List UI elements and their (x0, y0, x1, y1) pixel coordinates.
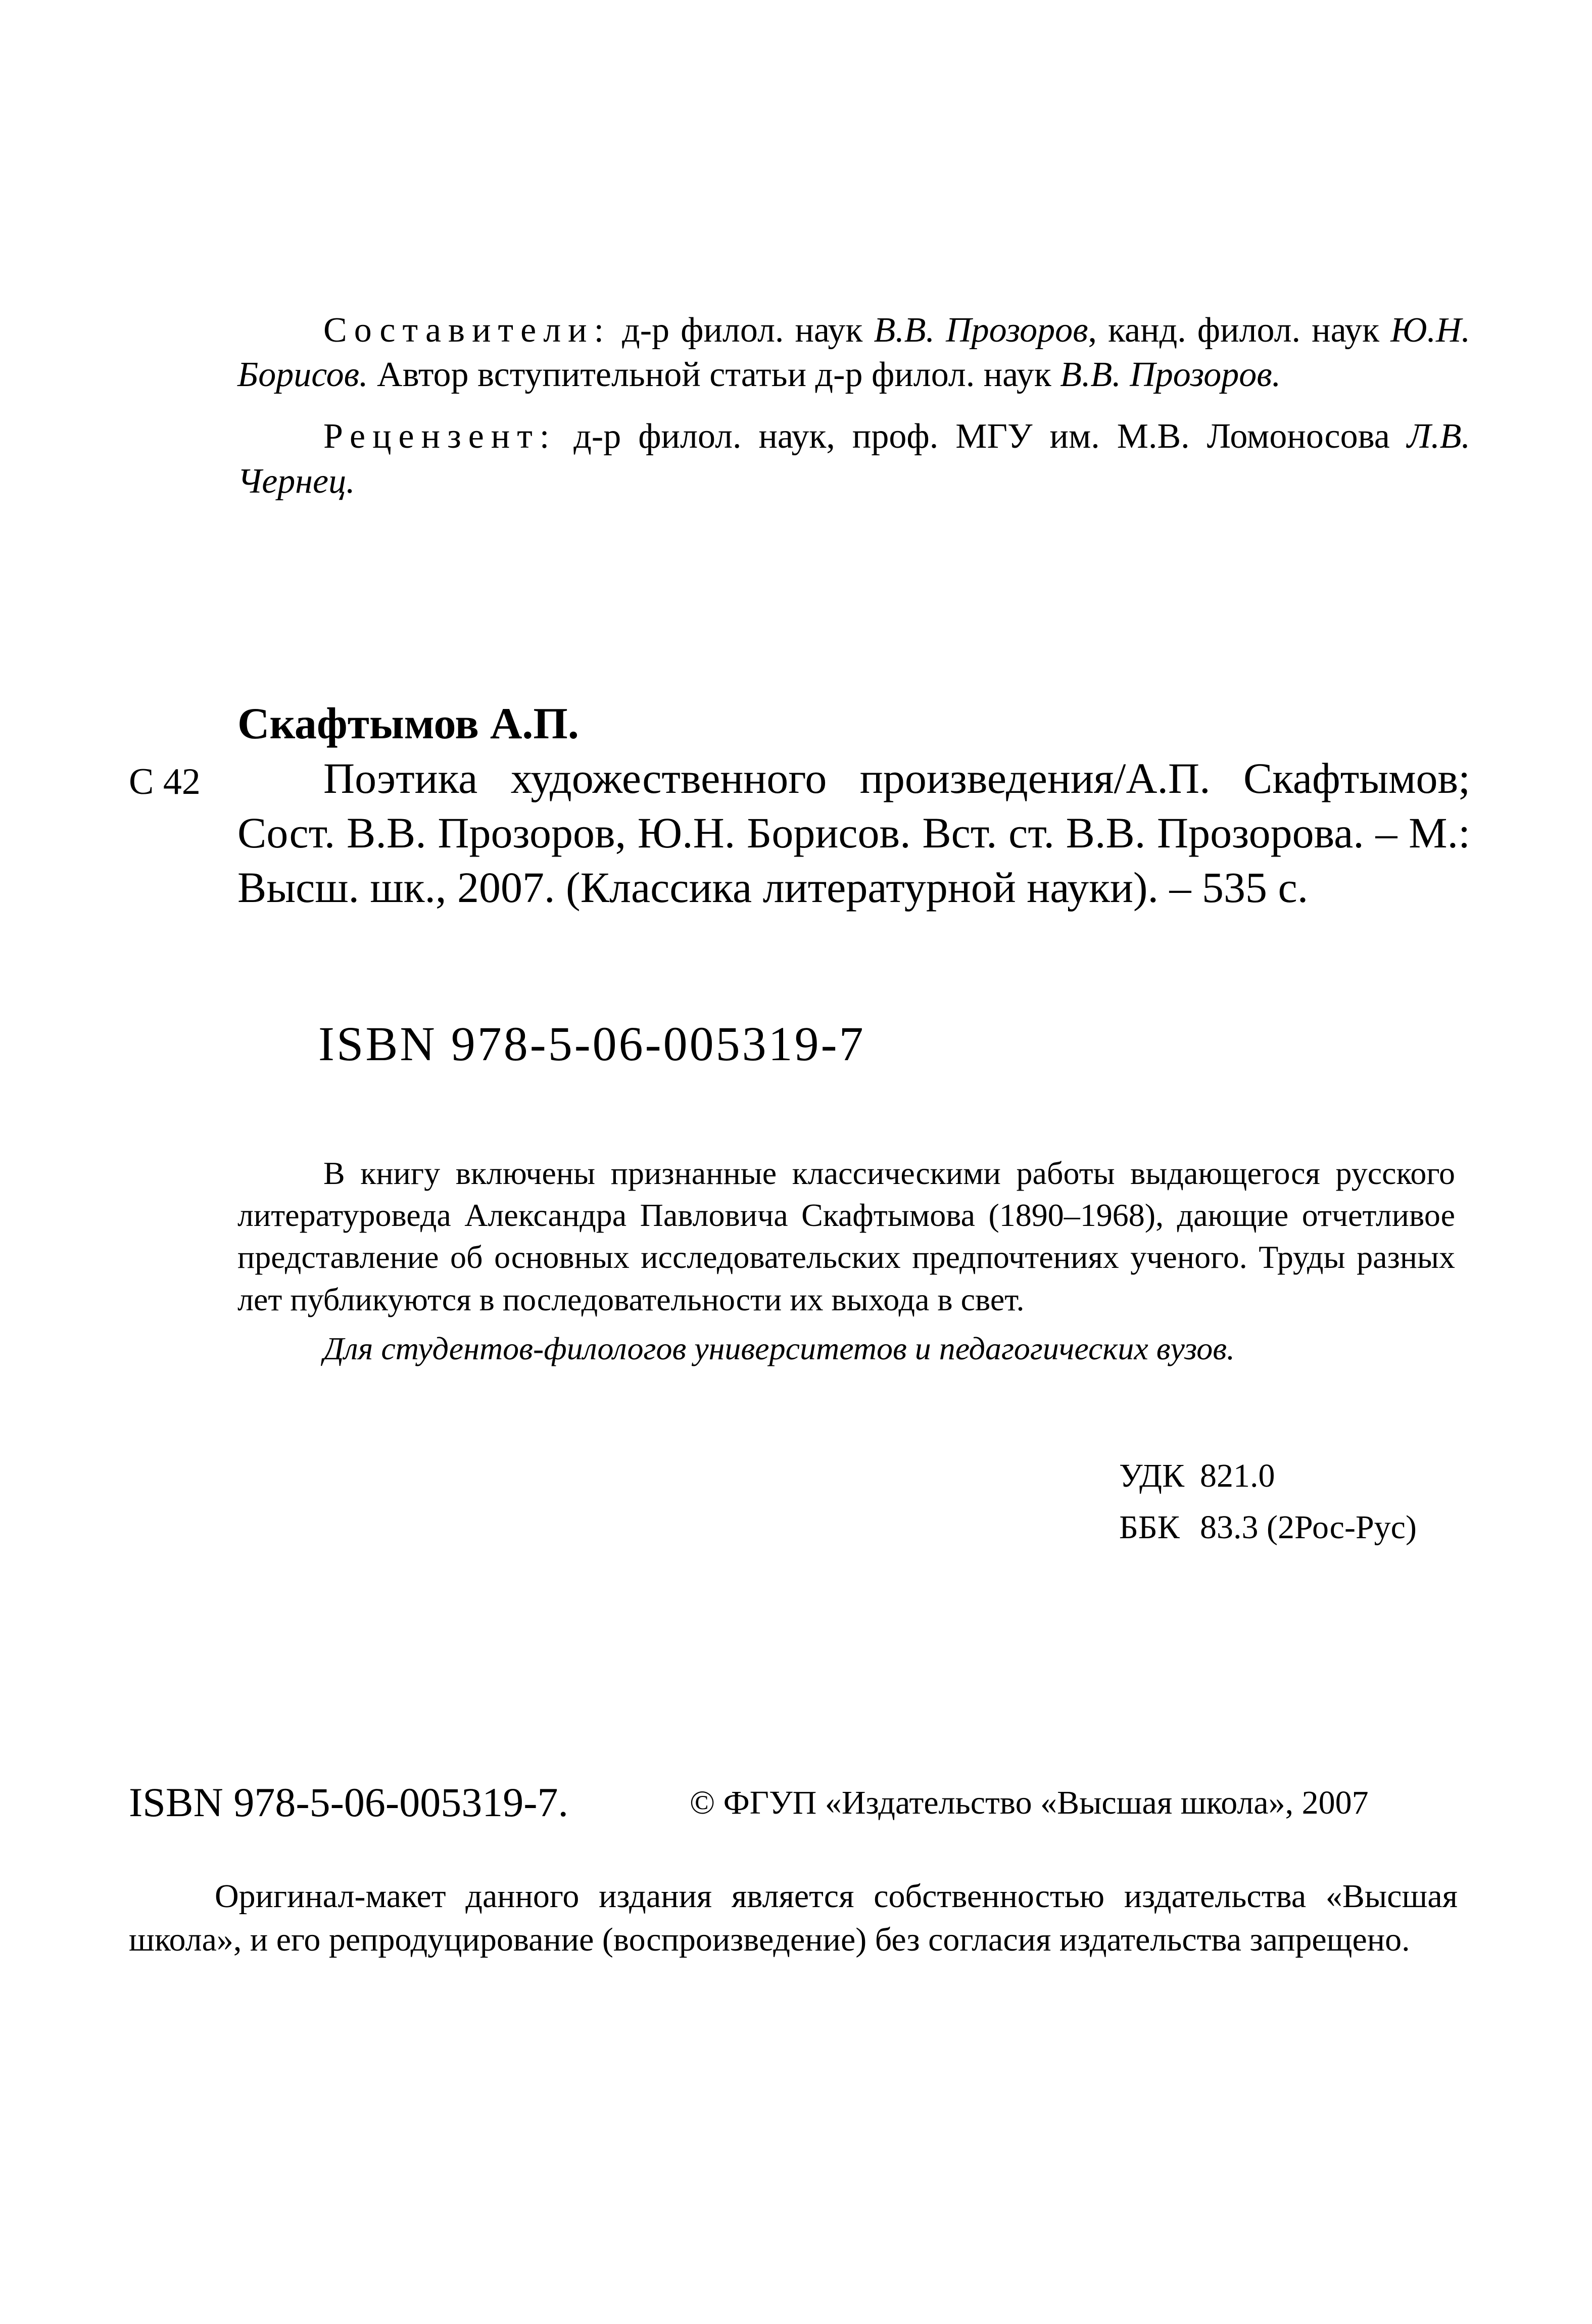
reviewer-label: Рецензент: (323, 417, 557, 456)
compilers-text-3: Автор вступительной статьи д-р филол. наук (368, 355, 1060, 395)
audience-note: Для студентов-филологов университетов и педагогических вузов. (323, 1330, 1235, 1366)
classification-codes (1119, 1450, 1417, 1554)
rights-text: Оригинал-макет данного издания является собственностью издательства «Высшая школа», и его репродуцирование (воспроизведение) без согласия издательства запрещено. (129, 1878, 1458, 1958)
udk-label: УДК (1119, 1457, 1185, 1494)
compilers-text-1: д-р филол. наук (611, 311, 874, 350)
bibliographic-description: Поэтика художественного произведения/А.П. Скафтымов; Сост. В.В. Прозоров, Ю.Н. Борисов. Вст. ст. В.В. Прозорова. – М.: Высш. шк., 2007. (Классика литературной науки). – 535 с. (237, 753, 1470, 912)
annotation-block (237, 1152, 1455, 1369)
annotation-text: В книгу включены признанные классическими работы выдающегося русского литературоведа Александра Павловича Скафтымова (1890–1968), дающие отчетливое представление об основных исследовательских предпочтениях ученого. Труды разных лет публикуются в последовательности их выхода в свет. (237, 1155, 1455, 1317)
compilers-paragraph (237, 308, 1470, 397)
udk-value: 821.0 (1200, 1457, 1275, 1494)
rights-notice (129, 1875, 1458, 1962)
compilers-label: Составители: (323, 311, 611, 350)
compilers-text-2: , канд. филол. наук (1088, 311, 1391, 350)
reviewer-text: д-р филол. наук, проф. МГУ им. М.В. Ломоносова (556, 417, 1407, 456)
author-heading: Скафтымов А.П. (237, 699, 579, 748)
reviewer-paragraph (237, 414, 1470, 503)
bbk-row (1119, 1502, 1417, 1553)
copyright-notice: © ФГУП «Издательство «Высшая школа», 2007 (690, 1784, 1369, 1821)
isbn-footer: ISBN 978-5-06-005319-7. (129, 1779, 569, 1825)
compiler-name-2: Ю.Н. Борисов. (237, 311, 1471, 395)
compiler-name-1: В.В. Прозоров (874, 311, 1088, 350)
reviewer-name: Л.В. Чернец. (237, 417, 1470, 501)
credits-block (237, 308, 1470, 521)
catalogue-code: С 42 (129, 761, 201, 802)
bibliographic-entry (237, 697, 1470, 915)
udk-row (1119, 1450, 1417, 1502)
intro-author-name: В.В. Прозоров. (1060, 355, 1281, 395)
bbk-label: ББК (1119, 1509, 1180, 1546)
bbk-value: 83.3 (2Рос-Рус) (1200, 1509, 1417, 1546)
isbn-main: ISBN 978-5-06-005319-7 (318, 1017, 865, 1071)
